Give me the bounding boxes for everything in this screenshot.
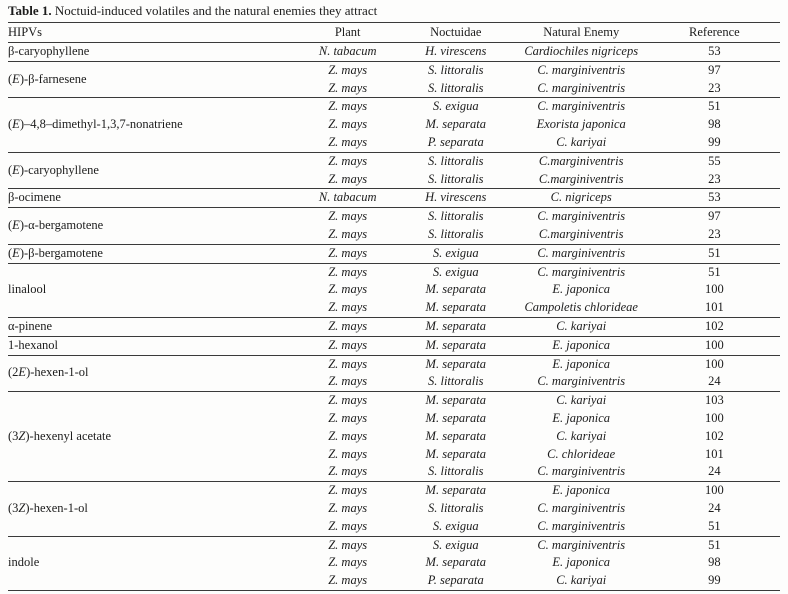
cell-noctuidae: S. littoralis xyxy=(427,500,484,515)
cell-ref: 23 xyxy=(708,80,721,95)
volatile-group xyxy=(8,189,780,208)
cell-ref: 100 xyxy=(704,483,724,498)
hipv-name: (E)-α-bergamotene xyxy=(8,218,104,233)
hipv-name: β-ocimene xyxy=(8,190,61,205)
cell-plant: Z. mays xyxy=(328,318,368,333)
cell-noctuidae: M. separata xyxy=(425,117,486,132)
cell-noctuidae: S. exigua xyxy=(432,99,479,114)
cell-noctuidae: M. separata xyxy=(425,428,486,443)
cell-plant: Z. mays xyxy=(328,171,368,186)
cell-enemy: C. kariyai xyxy=(556,393,607,408)
cell-noctuidae: M. separata xyxy=(425,393,486,408)
cell-ref: 53 xyxy=(708,44,721,58)
cell-ref: 101 xyxy=(704,446,724,461)
column-header-noctuidae: Noctuidae xyxy=(430,25,482,39)
cell-ref: 98 xyxy=(708,555,721,570)
cell-ref: 100 xyxy=(704,410,724,425)
hipv-name: indole xyxy=(8,555,40,570)
cell-ref: 100 xyxy=(704,356,724,371)
cell-plant: Z. mays xyxy=(328,464,368,479)
hipv-name: 1-hexanol xyxy=(8,337,58,352)
cell-ref: 97 xyxy=(708,62,721,77)
cell-plant: Z. mays xyxy=(328,393,368,408)
cell-noctuidae: S. exigua xyxy=(432,518,479,533)
table-caption xyxy=(8,2,780,22)
cell-ref: 101 xyxy=(704,300,724,315)
volatile-group xyxy=(8,337,780,356)
hipv-name: (3Z)-hexen-1-ol xyxy=(8,500,88,515)
cell-noctuidae: M. separata xyxy=(425,318,486,333)
cell-plant: Z. mays xyxy=(328,483,368,498)
cell-enemy: C. kariyai xyxy=(556,428,607,443)
cell-noctuidae: S. littoralis xyxy=(427,209,484,224)
cell-enemy: Exorista japonica xyxy=(536,117,626,132)
cell-enemy: C. marginiventris xyxy=(537,537,626,552)
cell-plant: Z. mays xyxy=(328,226,368,241)
hipv-name: linalool xyxy=(8,282,47,297)
cell-noctuidae: S. littoralis xyxy=(427,62,484,77)
cell-plant: Z. mays xyxy=(328,446,368,461)
cell-plant: Z. mays xyxy=(328,518,368,533)
cell-plant: Z. mays xyxy=(328,264,368,279)
volatile-group xyxy=(8,43,780,62)
cell-enemy: E. japonica xyxy=(552,282,611,297)
cell-noctuidae: M. separata xyxy=(425,337,486,352)
cell-plant: Z. mays xyxy=(328,374,368,389)
cell-ref: 100 xyxy=(704,337,724,352)
cell-plant: Z. mays xyxy=(328,537,368,552)
cell-enemy: C. nigriceps xyxy=(550,190,612,205)
cell-enemy: E. japonica xyxy=(552,337,611,352)
hipv-name: (3Z)-hexenyl acetate xyxy=(8,428,112,443)
cell-ref: 102 xyxy=(704,428,724,443)
cell-enemy: C. kariyai xyxy=(556,573,607,588)
volatile-group xyxy=(8,264,780,318)
cell-plant: Z. mays xyxy=(328,555,368,570)
cell-noctuidae: S. exigua xyxy=(432,245,479,260)
cell-enemy: C. marginiventris xyxy=(537,80,626,95)
cell-noctuidae: S. littoralis xyxy=(427,80,484,95)
cell-ref: 99 xyxy=(708,134,721,149)
cell-ref: 23 xyxy=(708,226,721,241)
cell-plant: Z. mays xyxy=(328,153,368,168)
volatile-group xyxy=(8,245,780,264)
cell-enemy: C. marginiventris xyxy=(537,264,626,279)
hipv-name: (E)-caryophyllene xyxy=(8,162,99,177)
cell-ref: 51 xyxy=(708,99,721,114)
hipv-name: α-pinene xyxy=(8,318,53,333)
cell-enemy: E. japonica xyxy=(552,483,611,498)
volatiles-table xyxy=(8,22,780,591)
cell-noctuidae: P. separata xyxy=(427,134,484,149)
cell-plant: Z. mays xyxy=(328,356,368,371)
cell-enemy: C.marginiventris xyxy=(538,226,624,241)
cell-plant: Z. mays xyxy=(328,500,368,515)
cell-noctuidae: S. littoralis xyxy=(427,374,484,389)
volatile-group xyxy=(8,537,780,591)
column-header-reference: Reference xyxy=(689,25,740,39)
cell-plant: Z. mays xyxy=(328,117,368,132)
cell-plant: Z. mays xyxy=(328,282,368,297)
cell-enemy: C.marginiventris xyxy=(538,153,624,168)
volatile-group xyxy=(8,482,780,536)
cell-noctuidae: M. separata xyxy=(425,356,486,371)
cell-ref: 23 xyxy=(708,171,721,186)
hipv-name: (2E)-hexen-1-ol xyxy=(8,365,89,380)
volatile-group xyxy=(8,153,780,190)
cell-ref: 51 xyxy=(708,245,721,260)
cell-enemy: C. marginiventris xyxy=(537,209,626,224)
table-header-row xyxy=(8,22,780,43)
cell-noctuidae: S. exigua xyxy=(432,264,479,279)
cell-enemy: C. marginiventris xyxy=(537,99,626,114)
cell-noctuidae: H. virescens xyxy=(425,44,487,58)
cell-plant: Z. mays xyxy=(328,80,368,95)
column-header-natural-enemy: Natural Enemy xyxy=(543,25,620,39)
cell-plant: Z. mays xyxy=(328,573,368,588)
cell-noctuidae: S. littoralis xyxy=(427,153,484,168)
cell-plant: Z. mays xyxy=(328,245,368,260)
cell-ref: 98 xyxy=(708,117,721,132)
cell-noctuidae: S. littoralis xyxy=(427,464,484,479)
hipv-name: β-caryophyllene xyxy=(8,44,90,58)
cell-ref: 100 xyxy=(704,282,724,297)
volatile-group xyxy=(8,98,780,152)
cell-enemy: Cardiochiles nigriceps xyxy=(524,44,639,58)
cell-enemy: C.marginiventris xyxy=(538,171,624,186)
cell-noctuidae: M. separata xyxy=(425,300,486,315)
hipv-name: (E)–4,8–dimethyl-1,3,7-nonatriene xyxy=(8,117,183,132)
cell-ref: 55 xyxy=(708,153,721,168)
volatile-group xyxy=(8,318,780,337)
cell-ref: 51 xyxy=(708,518,721,533)
cell-enemy: C. marginiventris xyxy=(537,518,626,533)
cell-enemy: C. marginiventris xyxy=(537,62,626,77)
column-header-plant: Plant xyxy=(334,25,361,39)
cell-noctuidae: S. littoralis xyxy=(427,171,484,186)
cell-ref: 53 xyxy=(708,190,721,205)
cell-noctuidae: M. separata xyxy=(425,483,486,498)
cell-noctuidae: M. separata xyxy=(425,555,486,570)
cell-enemy: C. chlorideae xyxy=(547,446,616,461)
cell-enemy: E. japonica xyxy=(552,555,611,570)
cell-noctuidae: M. separata xyxy=(425,282,486,297)
cell-noctuidae: S. exigua xyxy=(432,537,479,552)
cell-enemy: C. marginiventris xyxy=(537,464,626,479)
cell-plant: Z. mays xyxy=(328,300,368,315)
cell-noctuidae: M. separata xyxy=(425,446,486,461)
cell-ref: 24 xyxy=(708,374,721,389)
cell-plant: Z. mays xyxy=(328,428,368,443)
cell-noctuidae: M. separata xyxy=(425,410,486,425)
cell-ref: 51 xyxy=(708,264,721,279)
cell-noctuidae: S. littoralis xyxy=(427,226,484,241)
cell-enemy: C. kariyai xyxy=(556,318,607,333)
cell-plant: Z. mays xyxy=(328,410,368,425)
hipv-name: (E)-β-farnesene xyxy=(8,71,87,86)
cell-plant: Z. mays xyxy=(328,62,368,77)
hipv-name: (E)-β-bergamotene xyxy=(8,245,103,260)
cell-ref: 103 xyxy=(704,393,724,408)
table-body xyxy=(8,43,780,591)
cell-noctuidae: P. separata xyxy=(427,573,484,588)
cell-enemy: C. kariyai xyxy=(556,134,607,149)
cell-ref: 24 xyxy=(708,500,721,515)
volatile-group xyxy=(8,62,780,99)
volatile-group xyxy=(8,392,780,482)
cell-enemy: E. japonica xyxy=(552,356,611,371)
cell-plant: Z. mays xyxy=(328,337,368,352)
cell-enemy: C. marginiventris xyxy=(537,374,626,389)
cell-plant: Z. mays xyxy=(328,134,368,149)
cell-noctuidae: H. virescens xyxy=(425,190,487,205)
cell-enemy: Campoletis chlorideae xyxy=(524,300,638,315)
table-caption-number: Table 1. xyxy=(8,3,52,18)
cell-enemy: C. marginiventris xyxy=(537,245,626,260)
cell-plant: N. tabacum xyxy=(318,44,377,58)
cell-plant: N. tabacum xyxy=(318,190,377,205)
volatile-group xyxy=(8,208,780,245)
cell-ref: 97 xyxy=(708,209,721,224)
cell-plant: Z. mays xyxy=(328,99,368,114)
table-caption-text: Noctuid-induced volatiles and the natural enemies they attract xyxy=(51,3,378,18)
cell-plant: Z. mays xyxy=(328,209,368,224)
cell-ref: 51 xyxy=(708,537,721,552)
column-header-hipvs: HIPVs xyxy=(8,25,43,39)
volatile-group xyxy=(8,356,780,393)
cell-ref: 24 xyxy=(708,464,721,479)
cell-enemy: E. japonica xyxy=(552,410,611,425)
cell-ref: 99 xyxy=(708,573,721,588)
cell-ref: 102 xyxy=(704,318,724,333)
cell-enemy: C. marginiventris xyxy=(537,500,626,515)
